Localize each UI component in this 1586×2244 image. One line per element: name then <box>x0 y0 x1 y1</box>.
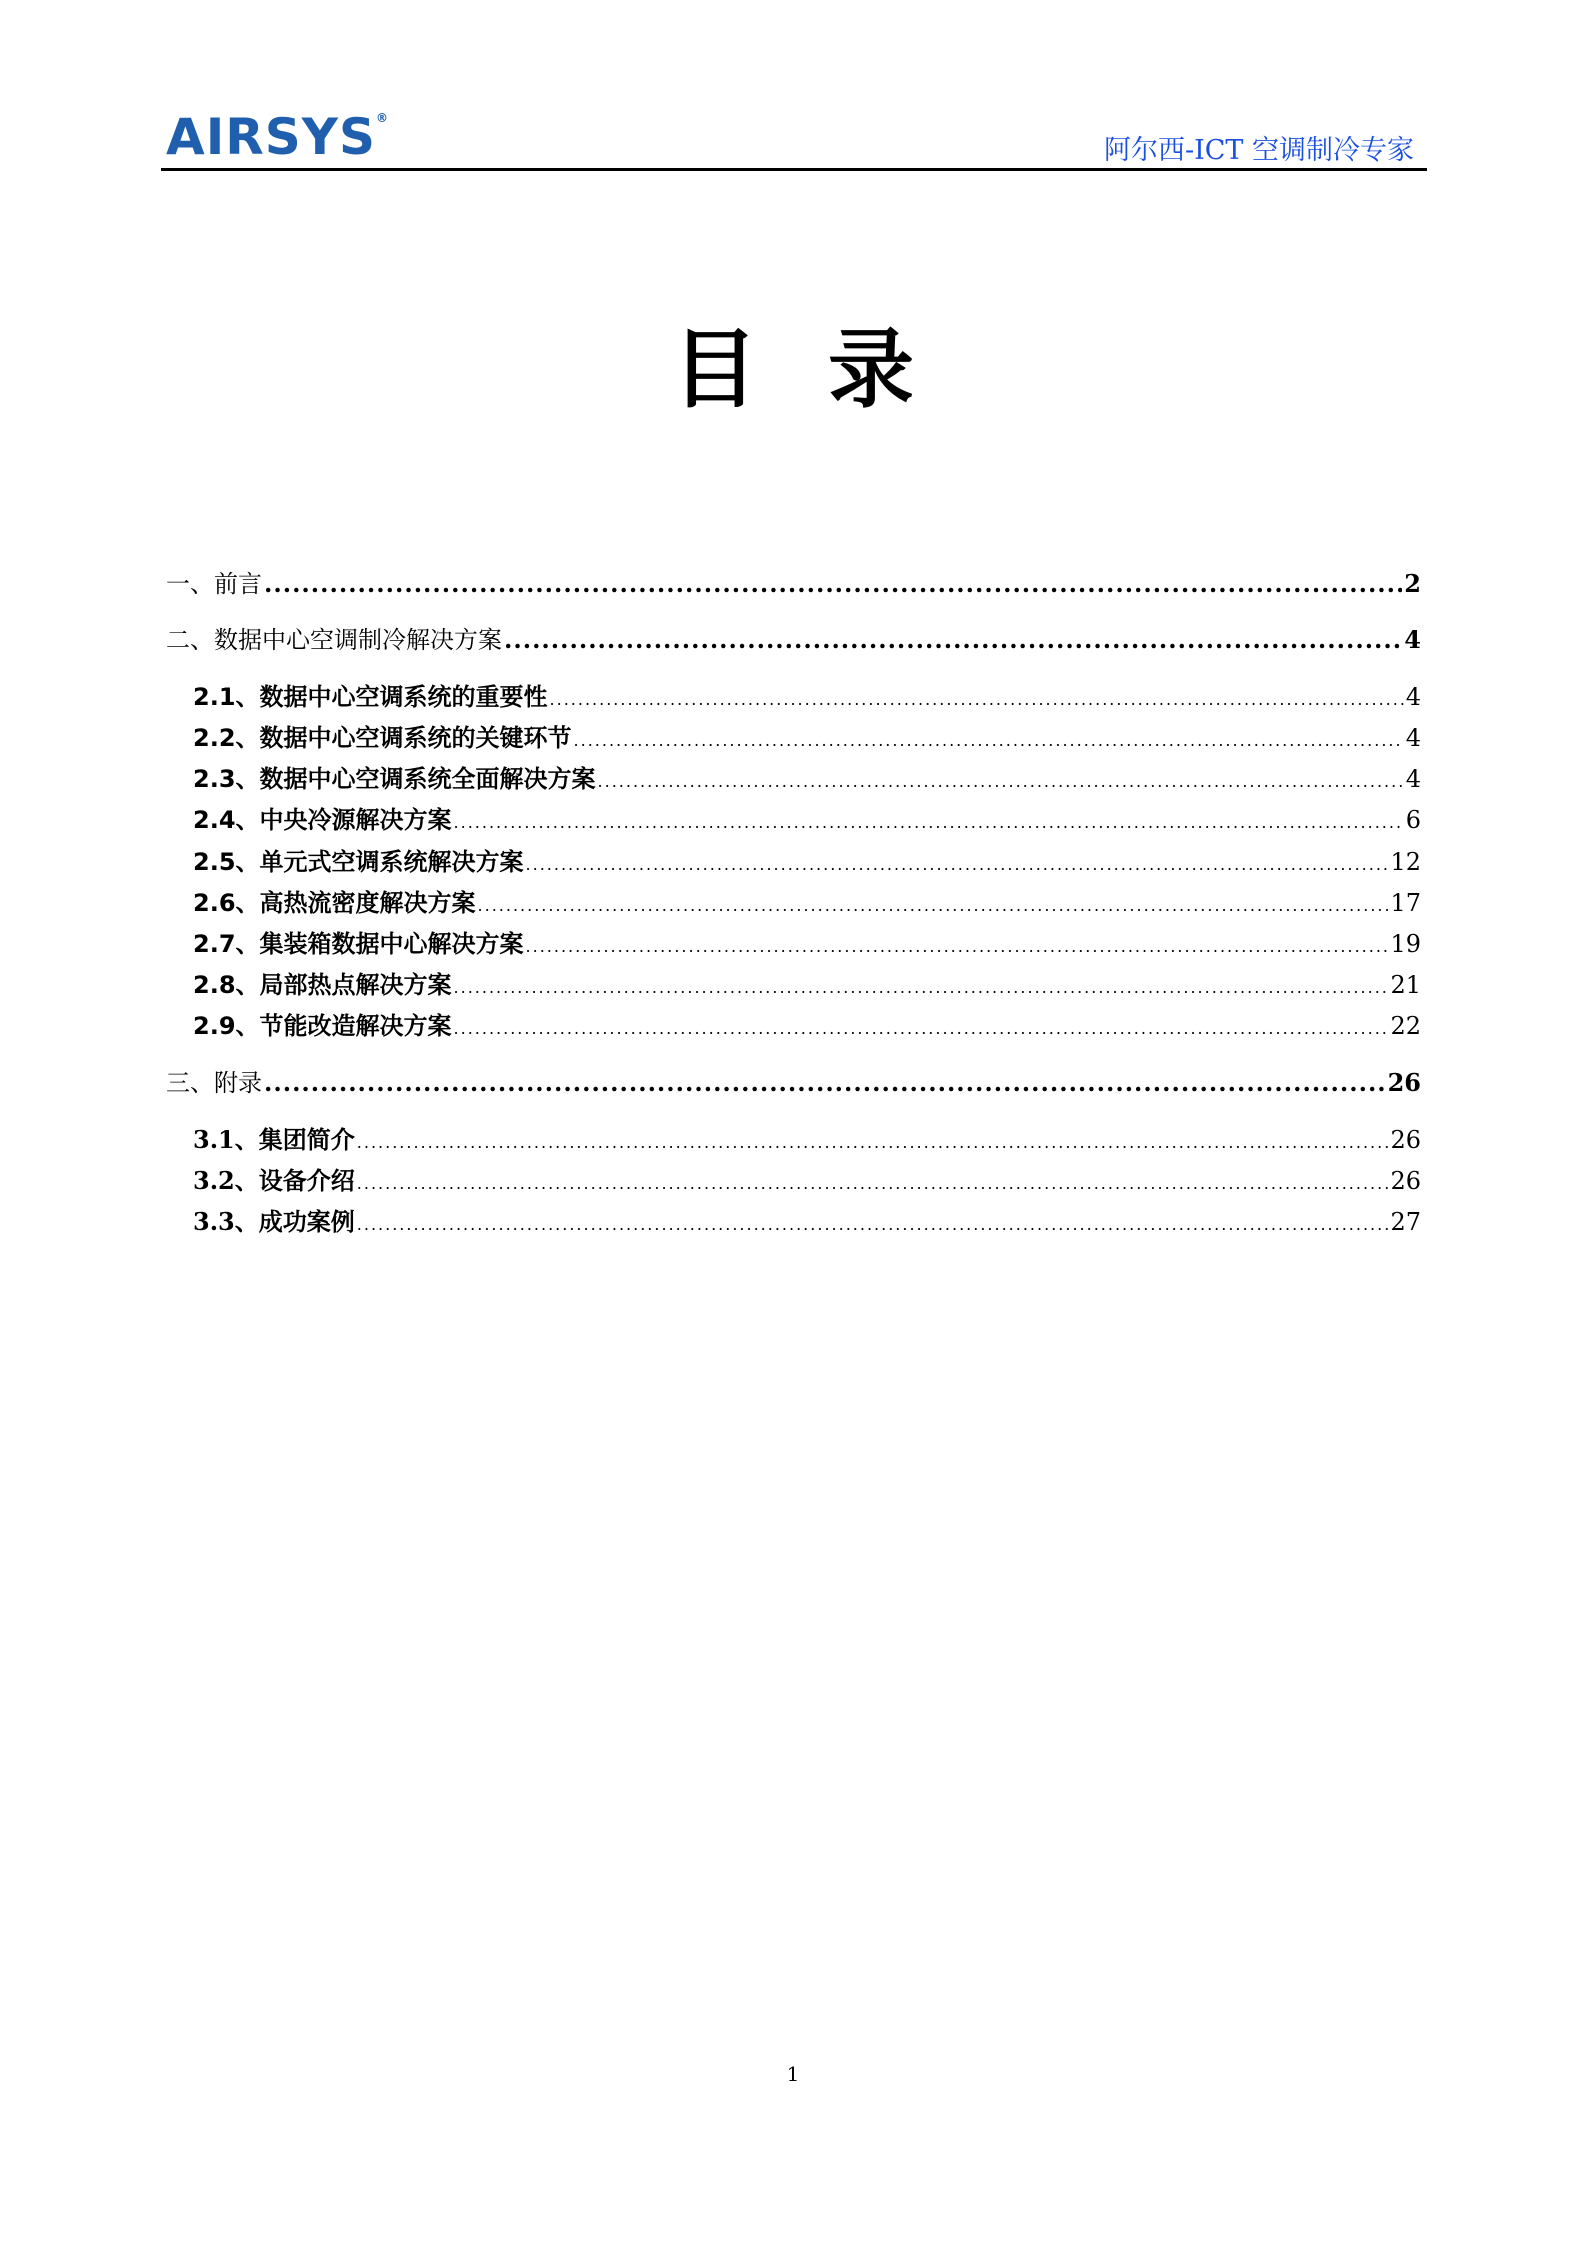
toc-entry[interactable] <box>193 1120 1421 1152</box>
toc-entry-number: 2.1 <box>193 683 236 711</box>
toc-entry-page: 4 <box>1405 683 1421 711</box>
page-number: 1 <box>786 2062 800 2086</box>
toc-entry-page: 4 <box>1404 625 1421 654</box>
toc-entry-label <box>166 620 502 655</box>
toc-entry-text: 、成功案例 <box>234 1207 355 1236</box>
toc-entry[interactable] <box>193 759 1421 791</box>
toc-entry-label <box>193 1120 355 1155</box>
header-divider <box>161 168 1427 171</box>
toc-entry-number: 2.2 <box>193 724 236 752</box>
toc-entry-page: 21 <box>1390 971 1421 999</box>
page-title: 目录 <box>672 319 984 420</box>
toc-leader-dots <box>454 971 1389 999</box>
toc-entry[interactable] <box>166 620 1421 652</box>
toc-entry[interactable] <box>193 1161 1421 1193</box>
toc-entry-text: 、数据中心空调系统全面解决方案 <box>235 764 596 793</box>
toc-entry-text: 、数据中心空调系统的重要性 <box>235 682 548 711</box>
toc-entry-number: 3.1 <box>193 1125 235 1154</box>
toc-leader-dots <box>526 930 1389 958</box>
toc-leader-dots <box>598 765 1404 793</box>
toc-entry-page: 6 <box>1405 806 1421 834</box>
toc-leader-dots <box>504 625 1402 654</box>
toc-entry[interactable] <box>193 718 1421 750</box>
toc-entry[interactable] <box>193 883 1421 915</box>
toc-entry-page: 26 <box>1390 1167 1421 1195</box>
toc-entry-number: 2.7 <box>193 930 236 958</box>
toc-entry-label <box>193 1161 355 1196</box>
toc-entry-text: 、单元式空调系统解决方案 <box>235 847 524 876</box>
toc-entry-text: 前言 <box>214 570 262 598</box>
toc-entry-number: 2.5 <box>193 848 236 876</box>
toc-leader-dots <box>550 683 1404 711</box>
toc-entry-number: 3.3 <box>193 1207 235 1236</box>
toc-entry[interactable] <box>193 677 1421 709</box>
toc-entry-number: 2.3 <box>193 765 236 793</box>
toc-entry-page: 26 <box>1387 1068 1421 1097</box>
toc-entry-page: 4 <box>1405 724 1421 752</box>
toc-leader-dots <box>264 1068 1386 1097</box>
toc-entry-label <box>193 965 452 1000</box>
registered-mark: ® <box>376 111 390 125</box>
toc-leader-dots <box>357 1167 1389 1195</box>
toc-entry-label <box>193 718 572 753</box>
toc-entry-page: 19 <box>1390 930 1421 958</box>
toc-entry-page: 2 <box>1404 569 1421 598</box>
toc-entry[interactable] <box>193 800 1421 832</box>
toc-entry-text: 、集装箱数据中心解决方案 <box>235 929 524 958</box>
toc-entry-page: 27 <box>1390 1208 1421 1236</box>
toc-entry-text: 、高热流密度解决方案 <box>235 888 476 917</box>
toc-entry-number: 2.6 <box>193 889 236 917</box>
toc-entry-label <box>193 1006 452 1041</box>
logo-text: AIRSYS <box>166 108 377 166</box>
toc-leader-dots <box>526 848 1389 876</box>
toc-entry-text: 、集团简介 <box>234 1125 355 1154</box>
toc-entry-number: 二、 <box>166 626 214 654</box>
toc-entry-label <box>193 677 548 712</box>
toc-entry-page: 12 <box>1390 848 1421 876</box>
toc-entry-text: 、数据中心空调系统的关键环节 <box>235 723 572 752</box>
toc-entry-number: 一、 <box>166 570 214 598</box>
toc-entry-label <box>193 1202 355 1237</box>
toc-entry-text: 、局部热点解决方案 <box>235 970 452 999</box>
toc-entry[interactable] <box>193 1202 1421 1234</box>
toc-entry-text: 、中央冷源解决方案 <box>235 805 452 834</box>
toc-entry-label <box>166 564 262 599</box>
toc-entry-number: 3.2 <box>193 1166 235 1195</box>
toc-entry-label <box>193 883 476 918</box>
toc-entry-text: 附录 <box>214 1069 262 1097</box>
toc-entry-number: 三、 <box>166 1069 214 1097</box>
toc-entry-number: 2.8 <box>193 971 236 999</box>
toc-entry-page: 22 <box>1390 1012 1421 1040</box>
toc-leader-dots <box>357 1126 1389 1154</box>
toc-entry-label <box>193 800 452 835</box>
toc-entry-label <box>193 842 524 877</box>
toc-entry-label <box>166 1063 262 1098</box>
toc-entry[interactable] <box>193 842 1421 874</box>
toc-entry-text: 、节能改造解决方案 <box>235 1011 452 1040</box>
toc-entry-label <box>193 924 524 959</box>
toc-entry-text: 数据中心空调制冷解决方案 <box>214 626 502 654</box>
toc-leader-dots <box>454 806 1404 834</box>
toc-leader-dots <box>264 569 1402 598</box>
toc-leader-dots <box>357 1208 1389 1236</box>
toc-entry[interactable] <box>193 965 1421 997</box>
toc-leader-dots <box>574 724 1404 752</box>
toc-entry-label <box>193 759 596 794</box>
toc-entry[interactable] <box>193 924 1421 956</box>
toc-entry[interactable] <box>193 1006 1421 1038</box>
toc-entry[interactable] <box>166 564 1421 596</box>
toc-entry-page: 17 <box>1390 889 1421 917</box>
airsys-logo <box>166 108 390 166</box>
toc-leader-dots <box>454 1012 1389 1040</box>
toc-entry-page: 4 <box>1405 765 1421 793</box>
toc-entry-number: 2.9 <box>193 1012 236 1040</box>
toc-entry[interactable] <box>166 1063 1421 1095</box>
header-tagline: 阿尔西-ICT 空调制冷专家 <box>1103 135 1414 166</box>
toc-entry-page: 26 <box>1390 1126 1421 1154</box>
toc-leader-dots <box>478 889 1389 917</box>
toc-entry-text: 、设备介绍 <box>234 1166 355 1195</box>
toc-entry-number: 2.4 <box>193 806 236 834</box>
